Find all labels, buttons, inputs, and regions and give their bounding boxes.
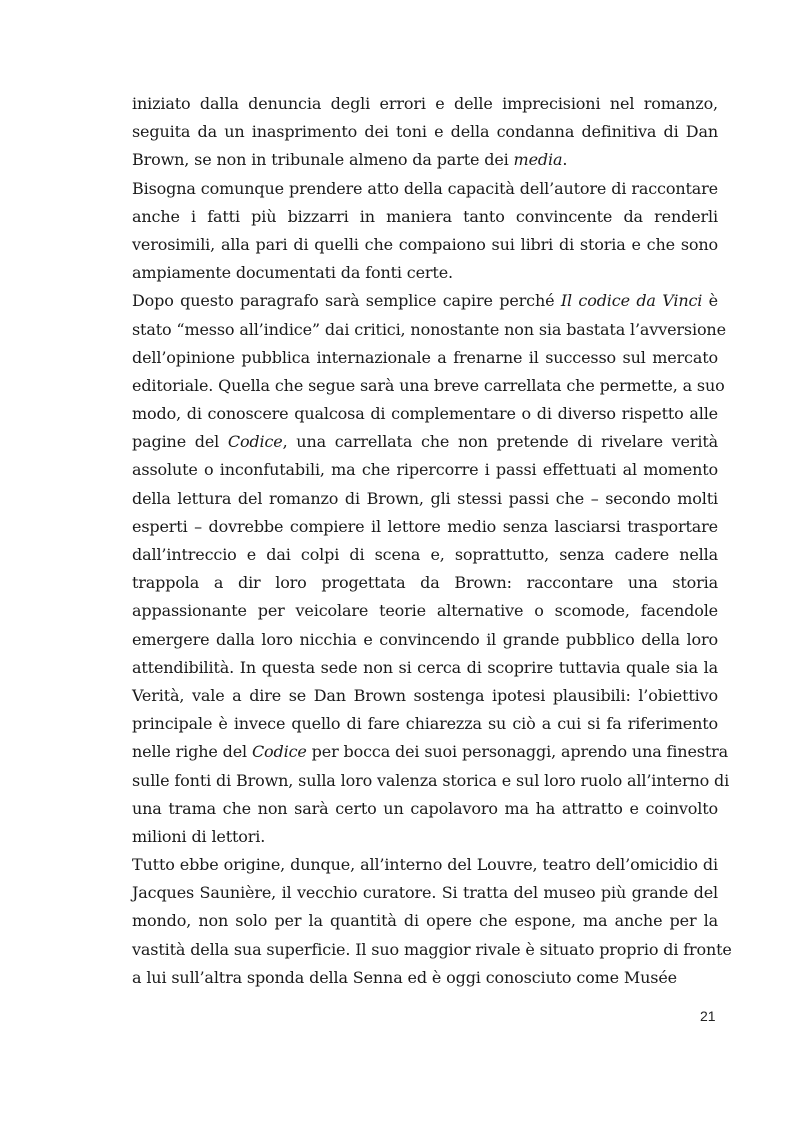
- text-line: [132, 795, 718, 823]
- text-run: per bocca dei suoi personaggi, aprendo una finestra: [306, 742, 728, 762]
- text-run: sulle fonti di Brown, sulla loro valenza storica e sul loro ruolo all’interno di: [132, 770, 730, 790]
- text-run: della lettura del romanzo di Brown, gli stessi passi che – secondo molti: [132, 488, 718, 508]
- text-run: mondo, non solo per la quantità di opere che espone, ma anche per la: [132, 911, 718, 931]
- text-line: [132, 90, 718, 118]
- text-line: [132, 851, 718, 879]
- text-run: assolute o inconfutabili, ma che ripercorre i passi effettuati al momento: [132, 460, 718, 480]
- text-line: [132, 316, 726, 344]
- text-run: ampiamente documentati da fonti certe.: [132, 263, 453, 283]
- text-run: esperti – dovrebbe compiere il lettore medio senza lasciarsi trasportare: [132, 516, 718, 536]
- text-run: editoriale. Quella che segue sarà una breve carrellata che permette, a suo: [132, 375, 725, 395]
- text-line: [132, 541, 718, 569]
- text-line: [132, 767, 730, 795]
- text-run: .: [562, 150, 568, 170]
- text-line: [132, 964, 718, 992]
- text-run: a lui sull’altra sponda della Senna ed è oggi conosciuto come Musée: [132, 967, 677, 987]
- text-run: Tutto ebbe origine, dunque, all’interno del Louvre, teatro dell’omicidio di: [132, 855, 718, 875]
- text-run: vastità della sua superficie. Il suo maggior rivale è situato proprio di fronte: [132, 939, 732, 959]
- paragraph: [132, 90, 718, 175]
- text-run: iniziato dalla denuncia degli errori e delle imprecisioni nel romanzo,: [132, 94, 718, 113]
- text-run: appassionante per veicolare teorie alternative o scomode, facendole: [132, 601, 718, 621]
- text-run: trappola a dir loro progettata da Brown: raccontare una storia: [132, 573, 718, 593]
- text-run: una trama che non sarà certo un capolavoro ma ha attratto e coinvolto: [132, 798, 718, 818]
- text-line: [132, 231, 718, 259]
- text-run: Bisogna comunque prendere atto della capacità dell’autore di raccontare: [132, 178, 718, 198]
- text-line: [132, 203, 718, 231]
- text-run: Brown, se non in tribunale almeno da parte dei: [132, 150, 514, 170]
- text-line: [132, 400, 718, 428]
- text-line: [132, 682, 718, 710]
- text-line: [132, 287, 718, 315]
- text-line: [132, 456, 718, 484]
- text-line: [132, 259, 718, 287]
- paragraph: [132, 287, 730, 851]
- text-line: [132, 118, 718, 146]
- text-run: seguita da un inasprimento dei toni e della condanna definitiva di Dan: [132, 122, 718, 142]
- text-run: dell’opinione pubblica internazionale a frenarne il successo sul mercato: [132, 347, 718, 367]
- text-line: [132, 936, 732, 964]
- text-line: [132, 823, 718, 851]
- italic-run: media: [513, 150, 563, 170]
- text-run: Jacques Saunière, il vecchio curatore. Si tratta del museo più grande del: [132, 883, 718, 903]
- text-run: pagine del: [132, 432, 228, 452]
- paragraph: [132, 851, 732, 992]
- text-run: Dopo questo paragrafo sarà semplice capire perché: [132, 291, 561, 311]
- paragraph: [132, 175, 718, 288]
- body-text: [132, 90, 732, 992]
- text-line: [132, 738, 728, 766]
- text-line: [132, 344, 718, 372]
- text-run: anche i fatti più bizzarri in maniera tanto convincente da renderli: [132, 206, 718, 226]
- text-line: [132, 513, 718, 541]
- text-line: [132, 175, 718, 203]
- text-line: [132, 485, 718, 513]
- text-line: [132, 654, 718, 682]
- text-run: dall’intreccio e dai colpi di scena e, soprattutto, senza cadere nella: [132, 545, 718, 564]
- text-line: [132, 146, 718, 174]
- text-run: verosimili, alla pari di quelli che compaiono sui libri di storia e che sono: [132, 234, 718, 254]
- italic-run: Codice: [227, 432, 283, 452]
- text-run: modo, di conoscere qualcosa di complementare o di diverso rispetto alle: [132, 404, 718, 424]
- text-run: stato “messo all’indice” dai critici, nonostante non sia bastata l’avversione: [132, 319, 726, 339]
- text-run: attendibilità. In questa sede non si cerca di scoprire tuttavia quale sia la: [132, 657, 718, 677]
- text-run: nelle righe del: [132, 742, 252, 762]
- text-run: principale è invece quello di fare chiarezza su ciò a cui si fa riferimento: [132, 714, 718, 734]
- text-line: [132, 907, 718, 935]
- text-run: è: [702, 291, 718, 311]
- text-line: [132, 710, 718, 738]
- text-run: milioni di lettori.: [132, 826, 266, 846]
- italic-run: Codice: [251, 742, 307, 762]
- text-run: emergere dalla loro nicchia e convincendo il grande pubblico della loro: [132, 629, 718, 649]
- italic-run: Il codice da Vinci: [560, 291, 703, 311]
- text-line: [132, 597, 718, 625]
- text-line: [132, 879, 718, 907]
- text-run: Verità, vale a dire se Dan Brown sostenga ipotesi plausibili: l’obiettivo: [132, 685, 718, 705]
- text-run: , una carrellata che non pretende di rivelare verità: [282, 432, 719, 452]
- text-line: [132, 569, 718, 597]
- page-number: 21: [700, 1008, 716, 1024]
- text-line: [132, 372, 725, 400]
- text-line: [132, 428, 718, 456]
- text-line: [132, 626, 718, 654]
